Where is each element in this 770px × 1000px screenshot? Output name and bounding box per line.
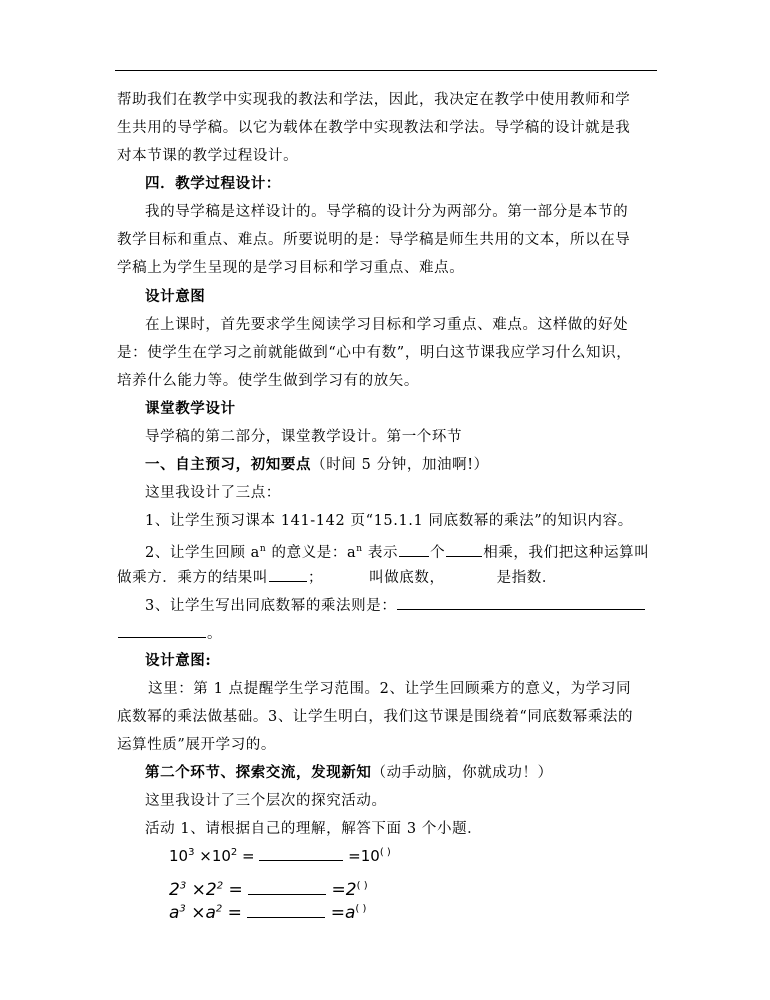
step-two-note: （动手动脑，你就成功！） (371, 765, 553, 781)
section-heading-4: 四．教学过程设计： (145, 175, 281, 192)
paragraph-line: 生共用的导学稿。以它为载体在教学中实现教法和学法。导学稿的设计就是我 (117, 120, 631, 136)
list-item: 3、让学生写出同底数幂的乘法则是： (145, 595, 657, 616)
paragraph-line: 这里我设计了三个层次的探究活动。 (145, 793, 387, 809)
fill-blank[interactable] (397, 595, 645, 610)
fill-blank[interactable] (269, 567, 307, 582)
step-one-line (145, 455, 657, 475)
paragraph-line: 学稿上为学生呈现的是学习目标和学习重点、难点。 (117, 260, 465, 276)
paragraph-line: 我的导学稿是这样设计的。导学稿的设计分为两部分。第一部分是本节的 (145, 204, 629, 220)
step-one-note: （时间 5 分钟，加油啊!） (311, 457, 489, 473)
fill-blank[interactable] (399, 542, 429, 557)
list-item: 1、让学生预习课本 141-142 页“15.1.1 同底数幂的乘法”的知识内容。 (145, 513, 633, 529)
answer-blank[interactable] (259, 846, 343, 861)
exponent-blank[interactable]: ( ) (379, 847, 391, 858)
math-exercise-3: $a^3 \times a^2 = =a^{( )}$ (169, 903, 367, 923)
step-one-title: 一、自主预习，初知要点 (145, 456, 312, 473)
paragraph-line: 对本节课的教学过程设计。 (117, 148, 299, 164)
header-rule (115, 70, 657, 71)
list-item-cont: 。 (117, 623, 657, 644)
list-item-cont: 做乘方．乘方的结果叫 ； 叫做底数， 是指数． (117, 567, 657, 588)
paragraph-line: 帮助我们在教学中实现我的教法和学法，因此，我决定在教学中使用教师和学 (117, 92, 631, 108)
paragraph-line: 运算性质”展开学习的。 (117, 737, 277, 753)
math-exercise-1: $10^3 \times 10^2 = =10^{( )}$ (169, 847, 391, 865)
paragraph-line: 活动 1、请根据自己的理解，解答下面 3 个小题． (145, 821, 483, 837)
paragraph-line: 导学稿的第二部分，课堂教学设计。第一个环节 (145, 429, 463, 445)
fill-blank[interactable] (446, 542, 482, 557)
paragraph-line: 这里我设计了三点： (145, 485, 281, 501)
list-item: 2、让学生回顾 $a^n$ 的意义是：$a^n$ 表示 个 相乘，我们把这种运算叫 (145, 539, 657, 563)
paragraph-line: 教学目标和重点、难点。所要说明的是：导学稿是师生共用的文本，所以在导 (117, 232, 631, 248)
math-exercise-2: $2^3 \times 2^2 = =2^{( )}$ (169, 880, 368, 900)
exponent-blank[interactable]: ( ) (356, 880, 368, 892)
fill-blank[interactable] (118, 623, 206, 638)
exponent-blank[interactable]: ( ) (355, 903, 367, 915)
class-design-heading: 课堂教学设计 (145, 400, 236, 417)
paragraph-line: 这里：第 1 点提醒学生学习范围。2、让学生回顾乘方的意义，为学习同 (148, 681, 632, 697)
step-two-line (145, 763, 657, 783)
design-intent-heading: 设计意图 (145, 288, 206, 305)
paragraph-line: 在上课时，首先要求学生阅读学习目标和学习重点、难点。这样做的好处 (145, 317, 629, 333)
step-two-title: 第二个环节、探索交流，发现新知 (145, 764, 372, 781)
answer-blank[interactable] (248, 880, 326, 895)
paragraph-line: 底数幂的乘法做基础。3、让学生明白，我们这节课是围绕着“同底数幂乘法的 (117, 709, 634, 725)
answer-blank[interactable] (247, 903, 325, 918)
paragraph-line: 是：使学生在学习之前就能做到“心中有数”，明白这节课我应学习什么知识， (117, 345, 632, 361)
design-intent-heading: 设计意图: (145, 652, 212, 669)
paragraph-line: 培养什么能力等。使学生做到学习有的放矢。 (117, 373, 419, 389)
